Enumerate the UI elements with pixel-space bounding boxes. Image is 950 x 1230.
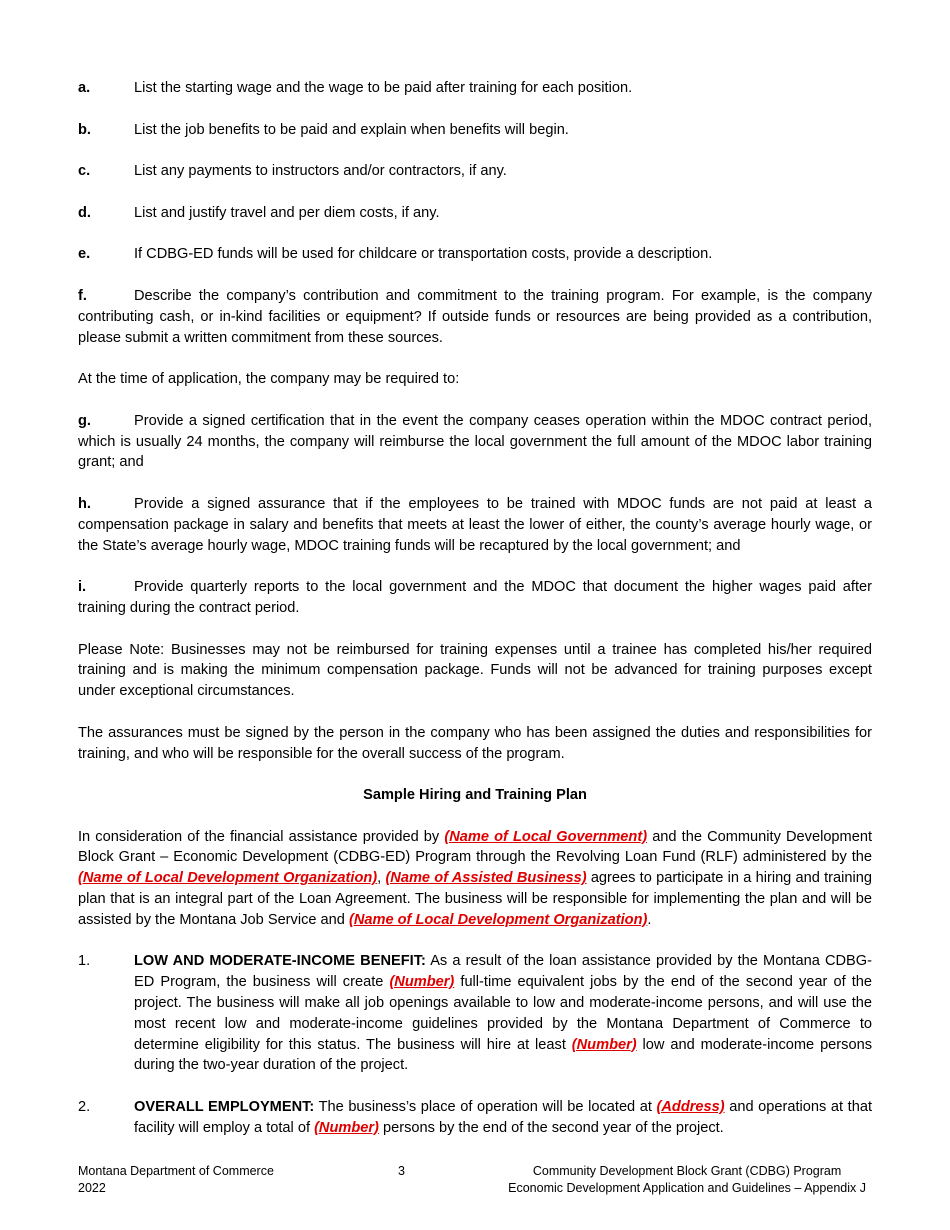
footer-left — [78, 1163, 274, 1197]
item-text: Provide a signed assurance that if the employees to be trained with MDOC funds are not paid at least a compensation package in salary and benefits that meets at least the lower of either, the county’s average hourly wage, or the State’s average hourly wage, MDOC training funds will be recaptured by the local government; and — [78, 495, 872, 554]
list-item-c — [78, 161, 872, 182]
item-text: Provide quarterly reports to the local government and the MDOC that document the higher wages paid after training during the contract period. — [78, 579, 872, 616]
placeholder-assisted-business: (Name of Assisted Business) — [385, 870, 587, 887]
numbered-item-2 — [78, 1097, 872, 1139]
placeholder-number: (Number) — [389, 974, 455, 991]
item-label: g. — [78, 412, 91, 429]
text-run: The business’s place of operation will be located at — [314, 1099, 657, 1116]
list-item-a — [78, 78, 872, 99]
item-label: e. — [78, 246, 91, 263]
item-text: List the job benefits to be paid and explain when benefits will begin. — [134, 121, 569, 138]
placeholder-address: (Address) — [656, 1099, 725, 1116]
item-text: Provide a signed certification that in the event the company ceases operation within the MDOC contract period, which is usually 24 months, the company will reimburse the local government the full amount of the MDOC labor training grant; and — [78, 412, 872, 471]
requirements-intro: At the time of application, the company may be required to: — [78, 371, 460, 388]
plan-title: Sample Hiring and Training Plan — [363, 787, 587, 804]
footer-year: 2022 — [78, 1181, 106, 1195]
text-run: and the Community Development Block Grant – Economic Development (CDBG-ED) Program through the Revolving Loan Fund (RLF) administered by the — [78, 828, 872, 866]
list-item-e — [78, 244, 872, 265]
text-run: , — [377, 870, 386, 887]
item-text: List and justify travel and per diem costs, if any. — [134, 204, 440, 221]
text-run: persons by the end of the second year of the project. — [378, 1119, 724, 1136]
text-run: As a result of the loan assistance provided by the Montana CDBG-ED Program, the business will create — [134, 953, 872, 991]
item-text: If CDBG-ED funds will be used for childcare or transportation costs, provide a description. — [134, 246, 713, 263]
placeholder-number: (Number) — [571, 1036, 637, 1053]
item-number: 1. — [78, 953, 91, 970]
list-item-g — [78, 411, 872, 473]
list-item-h — [78, 494, 872, 556]
placeholder-local-government: (Name of Local Government) — [444, 828, 648, 845]
text-run: low and moderate-income persons during the two-year duration of the project. — [134, 1036, 872, 1074]
item-label: d. — [78, 204, 91, 221]
footer-program: Community Development Block Grant (CDBG) Program — [532, 1164, 842, 1178]
footer-guidelines: Economic Development Application and Guidelines – Appendix J — [508, 1181, 866, 1195]
item-text: Describe the company’s contribution and commitment to the training program. For example, is the company contributing cash, or in-kind facilities or equipment? If outside funds or resources are being provided as a contribution, please submit a written commitment from these sources. — [78, 287, 872, 346]
list-item-i — [78, 577, 872, 619]
list-item-d — [78, 203, 872, 224]
list-item-f — [78, 286, 872, 348]
text-run: and operations at that facility will employ a total of — [134, 1099, 872, 1136]
item-text: List the starting wage and the wage to be paid after training for each position. — [134, 80, 633, 96]
item-label: a. — [78, 80, 91, 96]
placeholder-local-development-org: (Name of Local Development Organization) — [78, 870, 378, 887]
placeholder-number: (Number) — [314, 1119, 379, 1136]
text-run: . — [647, 911, 652, 928]
text-run: In consideration of the financial assistance provided by — [78, 828, 445, 845]
numbered-item-1 — [78, 951, 872, 1076]
consideration-paragraph — [78, 827, 872, 931]
footer-right — [508, 1163, 866, 1197]
item-label: b. — [78, 121, 91, 138]
item-text: List any payments to instructors and/or contractors, if any. — [134, 163, 507, 180]
item-number: 2. — [78, 1099, 91, 1116]
item-label: c. — [78, 163, 91, 180]
please-note-paragraph: Please Note: Businesses may not be reimbursed for training expenses until a trainee has completed his/her required training and is making the minimum compensation package. Funds will not be advanced for training purposes except under exceptional circumstances. — [78, 641, 872, 700]
item-label: i. — [78, 579, 87, 596]
placeholder-local-development-org: (Name of Local Development Organization) — [348, 911, 648, 928]
text-run: agrees to participate in a hiring and training plan that is an integral part of the Loan Agreement. The business will be responsible for implementing the plan and will be assisted by the Montana Job Service and — [78, 870, 872, 928]
item-label: f. — [78, 287, 87, 304]
footer-department: Montana Department of Commerce — [78, 1164, 274, 1178]
item-heading: LOW AND MODERATE-INCOME BENEFIT: — [134, 953, 426, 970]
list-item-b — [78, 120, 872, 141]
page-number: 3 — [398, 1164, 405, 1178]
text-run: full-time equivalent jobs by the end of the second year of the project. The business will make all job openings available to low and moderate-income persons, and will use the most recent low and moderate-income guidelines provided by the Montana Department of Commerce to determine eligibility for this status. The business will hire at least — [134, 974, 872, 1053]
assurances-paragraph: The assurances must be signed by the person in the company who has been assigned the duties and responsibilities for training, and who will be responsible for the overall success of the program. — [78, 724, 872, 762]
document-page — [78, 78, 872, 1159]
item-heading: OVERALL EMPLOYMENT: — [134, 1099, 315, 1116]
item-label: h. — [78, 495, 91, 512]
